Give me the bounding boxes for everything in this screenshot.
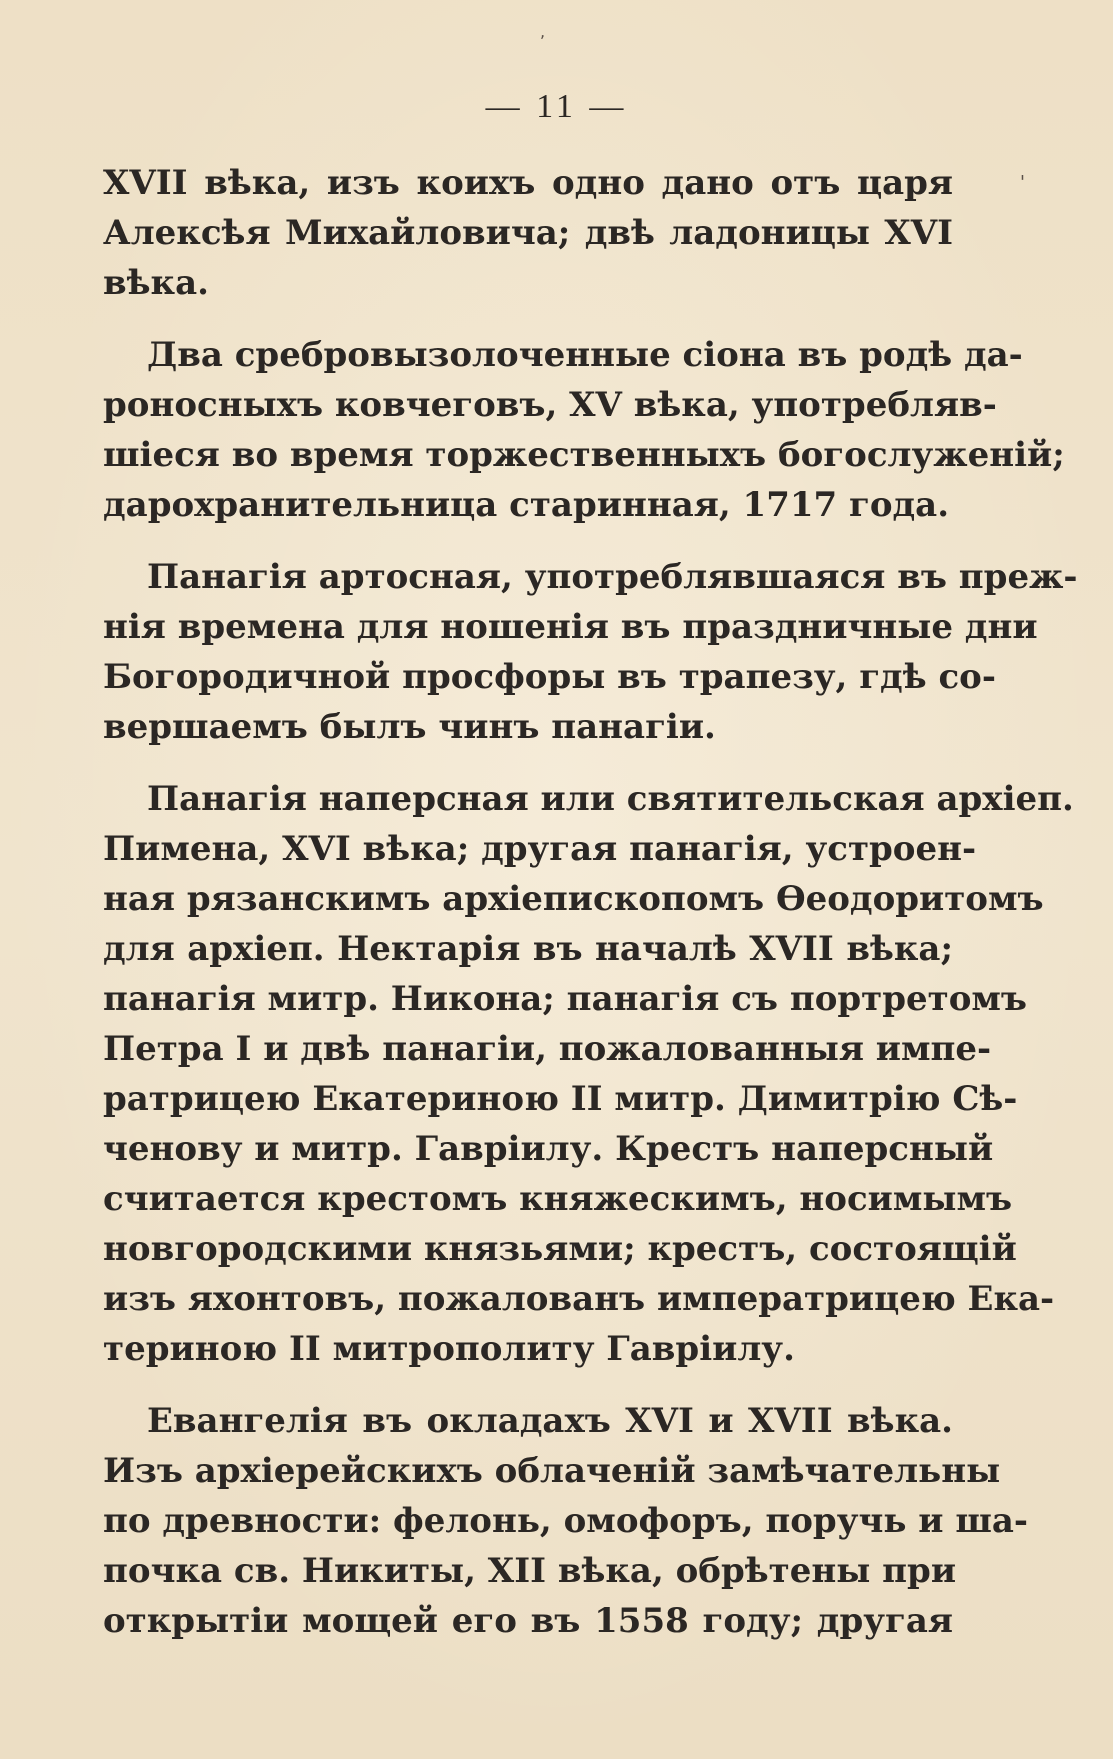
paragraph — [103, 1396, 1029, 1646]
text-line: вѣка. — [103, 263, 209, 303]
text-line: ченову и митр. Гавріилу. Крестъ наперсный — [103, 1129, 994, 1169]
text-line: новгородскими князьями; крестъ, состоящій — [103, 1229, 1017, 1269]
text-line: Панагія наперсная или святительская архіеп. — [147, 779, 1074, 819]
text-line: Богородичной просфоры въ трапезу, гдѣ со- — [103, 657, 996, 697]
paragraph — [103, 330, 1065, 530]
text-line: считается крестомъ княжескимъ, носимымъ — [103, 1179, 1013, 1219]
text-line: ратрицею Екатериною II митр. Димитрію Сѣ- — [103, 1079, 1018, 1119]
text-line: Пимена, XVI вѣка; другая панагія, устроен- — [103, 829, 977, 869]
margin-speck: , — [540, 22, 546, 41]
paragraph — [103, 774, 1074, 1374]
text-line: Изъ архіерейскихъ облаченій замѣчательны — [103, 1451, 1001, 1491]
text-line: нія времена для ношенія въ праздничные дни — [103, 607, 1038, 647]
text-line: для архіеп. Нектарія въ началѣ XVII вѣка; — [103, 929, 953, 969]
text-line: изъ яхонтовъ, пожалованъ императрицею Ека- — [103, 1279, 1055, 1319]
text-line: по древности: фелонь, омофоръ, поручь и ша- — [103, 1501, 1029, 1541]
paragraph — [103, 552, 1078, 752]
text-line: Евангелія въ окладахъ XVI и XVII вѣка. — [147, 1401, 953, 1441]
text-line: роносныхъ ковчеговъ, XV вѣка, употребляв- — [103, 385, 997, 425]
text-line: XVII вѣка, изъ коихъ одно дано отъ царя — [103, 163, 953, 203]
text-line: шіеся во время торжественныхъ богослуженій; — [103, 435, 1065, 475]
text-line: Алексѣя Михайловича; двѣ ладоницы XVI — [103, 213, 953, 253]
margin-speck: ' — [1020, 172, 1025, 193]
text-line: открытіи мощей его въ 1558 году; другая — [103, 1601, 953, 1641]
paragraph — [103, 158, 953, 308]
body-text — [103, 158, 1078, 1646]
text-line: териною II митрополиту Гавріилу. — [103, 1329, 795, 1369]
page-number: — 11 — — [485, 88, 628, 125]
text-line: ная рязанскимъ архіепископомъ Ѳеодоритомъ — [103, 879, 1044, 919]
text-line: Два сребровызолоченные сіона въ родѣ да- — [147, 335, 1023, 375]
text-line: Панагія артосная, употреблявшаяся въ преж- — [147, 557, 1078, 597]
text-line: Петра I и двѣ панагіи, пожалованныя импе- — [103, 1029, 992, 1069]
text-line: дарохранительница старинная, 1717 года. — [103, 485, 950, 525]
text-line: вершаемъ былъ чинъ панагіи. — [103, 707, 716, 747]
text-line: почка св. Никиты, XII вѣка, обрѣтены при — [103, 1551, 957, 1591]
text-line: панагія митр. Никона; панагія съ портретомъ — [103, 979, 1028, 1019]
